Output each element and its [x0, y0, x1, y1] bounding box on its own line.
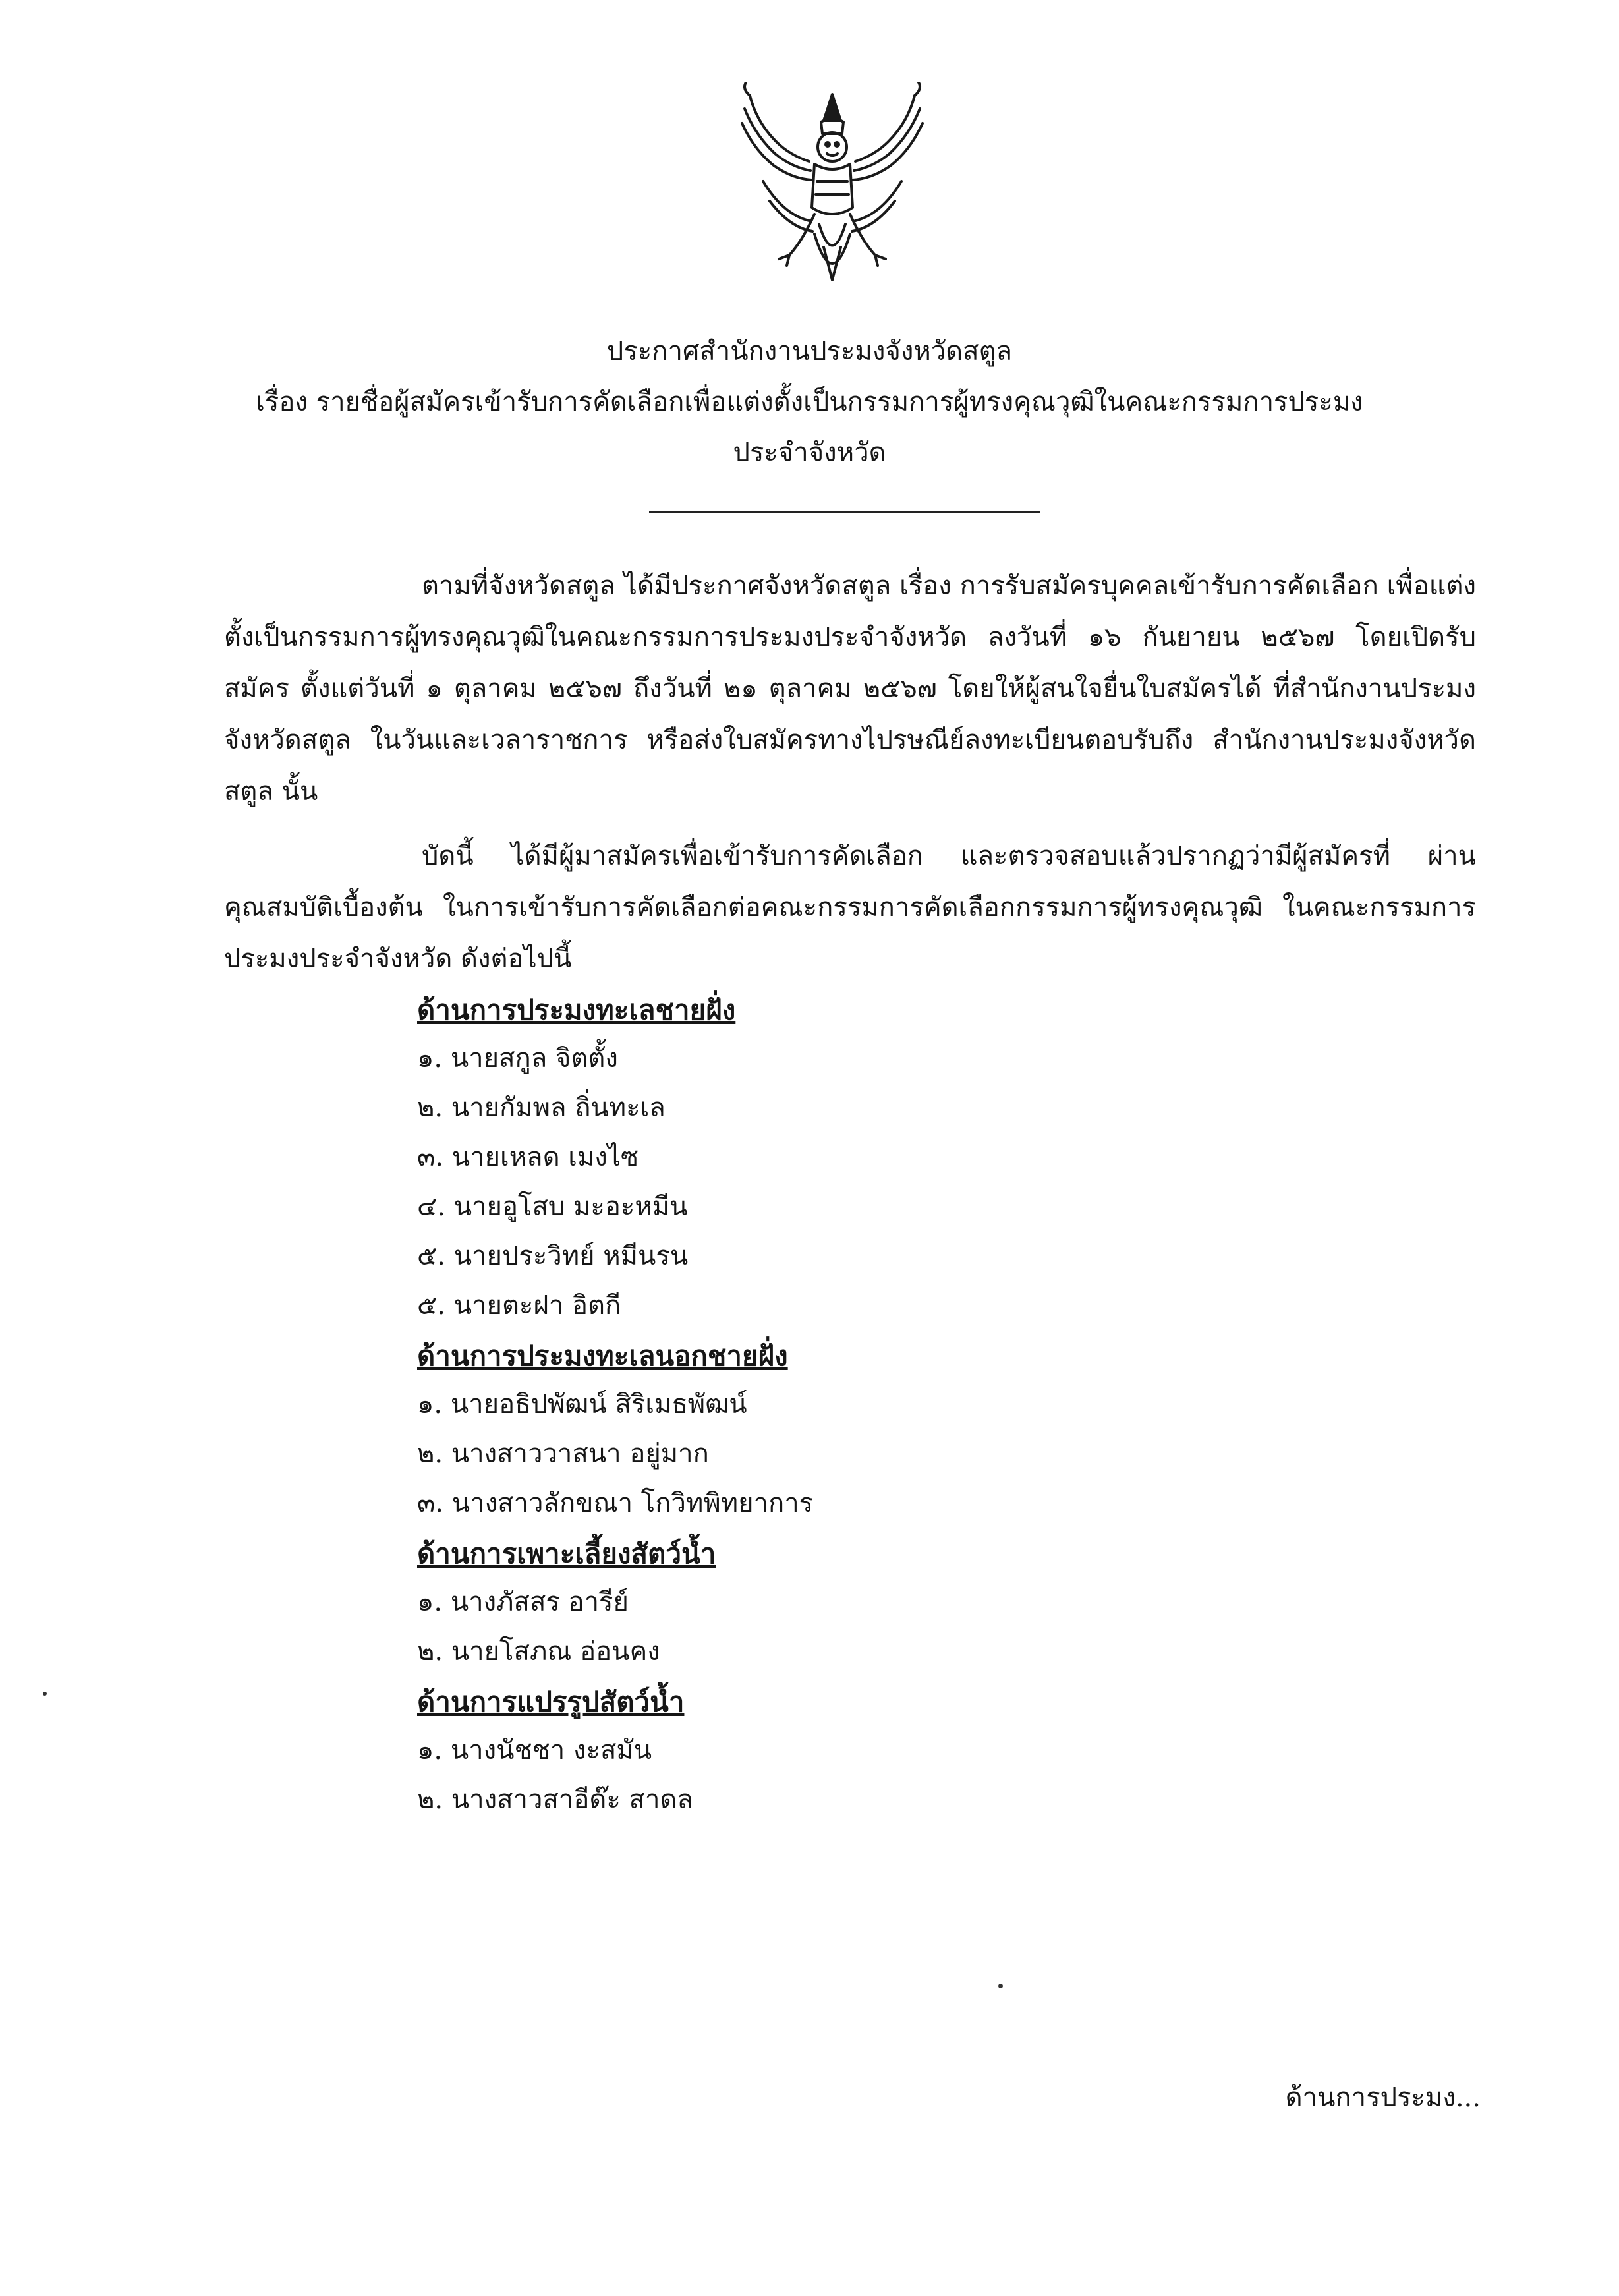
- list-item: ๓. นายเหลด เมงไซ: [417, 1142, 639, 1172]
- scan-speck: [43, 1692, 47, 1696]
- garuda-emblem-icon: [737, 82, 928, 300]
- list-item: ๑. นางภัสสร อารีย์: [417, 1587, 629, 1617]
- section-heading-aquatic-processing: ด้านการแปรรูปสัตว์น้ำ: [417, 1686, 685, 1718]
- intro-paragraph: [224, 560, 1476, 817]
- section-heading-coastal-fisheries: ด้านการประมงทะเลชายฝั่ง: [417, 994, 736, 1026]
- list-item: ๑. นางนัชชา งะสมัน: [417, 1735, 652, 1765]
- scan-speck: [998, 1984, 1003, 1988]
- list-item: ๒. นายโสภณ อ่อนคง: [417, 1636, 660, 1667]
- section-heading-aquaculture: ด้านการเพาะเลี้ยงสัตว์น้ำ: [417, 1537, 716, 1570]
- list-item: ๕. นายประวิทย์ หมีนรน: [417, 1241, 689, 1271]
- list-item: ๕. นายตะฝา อิตกี: [417, 1290, 621, 1321]
- announcement-paragraph-text: บัดนี้ ได้มีผู้มาสมัครเพื่อเข้ารับการคัดเลือก และตรวจสอบแล้วปรากฏว่ามีผู้สมัครที่ ผ่านคุณสมบัติเบื้องต้น ในการเข้ารับการคัดเลือกต่อคณะกรรมการคัดเลือกกรรมการผู้ทรงคุณวุฒิ ในคณะกรรมการประมงประจำจังหวัด ดังต่อไปนี้: [224, 841, 1476, 974]
- list-item: ๓. นางสาวลักขณา โกวิทพิทยาการ: [417, 1488, 814, 1518]
- list-item: ๑. นายสกูล จิตตั้ง: [417, 1043, 618, 1074]
- list-item: ๒. นางสาววาสนา อยู่มาก: [417, 1439, 709, 1469]
- subject-line-2: ประจำจังหวัด: [733, 438, 886, 468]
- list-item: ๒. นางสาวสาอีด๊ะ สาดล: [417, 1785, 693, 1815]
- announcement-paragraph: [224, 830, 1476, 985]
- continuation-note: ด้านการประมง...: [1285, 2082, 1481, 2113]
- header-divider: [649, 511, 1040, 513]
- intro-paragraph-text: ตามที่จังหวัดสตูล ได้มีประกาศจังหวัดสตูล เรื่อง การรับสมัครบุคคลเข้ารับการคัดเลือก เพื่อแต่งตั้งเป็นกรรมการผู้ทรงคุณวุฒิในคณะกรรมการประมงประจำจังหวัด ลงวันที่ ๑๖ กันยายน ๒๕๖๗ โดยเปิดรับสมัคร ตั้งแต่วันที่ ๑ ตุลาคม ๒๕๖๗ ถึงวันที่ ๒๑ ตุลาคม ๒๕๖๗ โดยให้ผู้สนใจยื่นใบสมัครได้ ที่สำนักงานประมงจังหวัดสตูล ในวันและเวลาราชการ หรือส่งใบสมัครทางไปรษณีย์ลงทะเบียนตอบรับถึง สำนักงานประมงจังหวัดสตูล นั้น: [224, 571, 1476, 807]
- section-heading-offshore-fisheries: ด้านการประมงทะเลนอกชายฝั่ง: [417, 1340, 788, 1372]
- list-item: ๒. นายกัมพล ถิ่นทะเล: [417, 1093, 666, 1123]
- list-item: ๑. นายอธิปพัฒน์ สิริเมธพัฒน์: [417, 1389, 747, 1420]
- announcement-title: ประกาศสำนักงานประมงจังหวัดสตูล: [606, 336, 1013, 366]
- list-item: ๔. นายอูโสบ มะอะหมีน: [417, 1191, 688, 1222]
- subject-line-1: เรื่อง รายชื่อผู้สมัครเข้ารับการคัดเลือกเพื่อแต่งตั้งเป็นกรรมการผู้ทรงคุณวุฒิในคณะกรรมการประมง: [256, 387, 1363, 417]
